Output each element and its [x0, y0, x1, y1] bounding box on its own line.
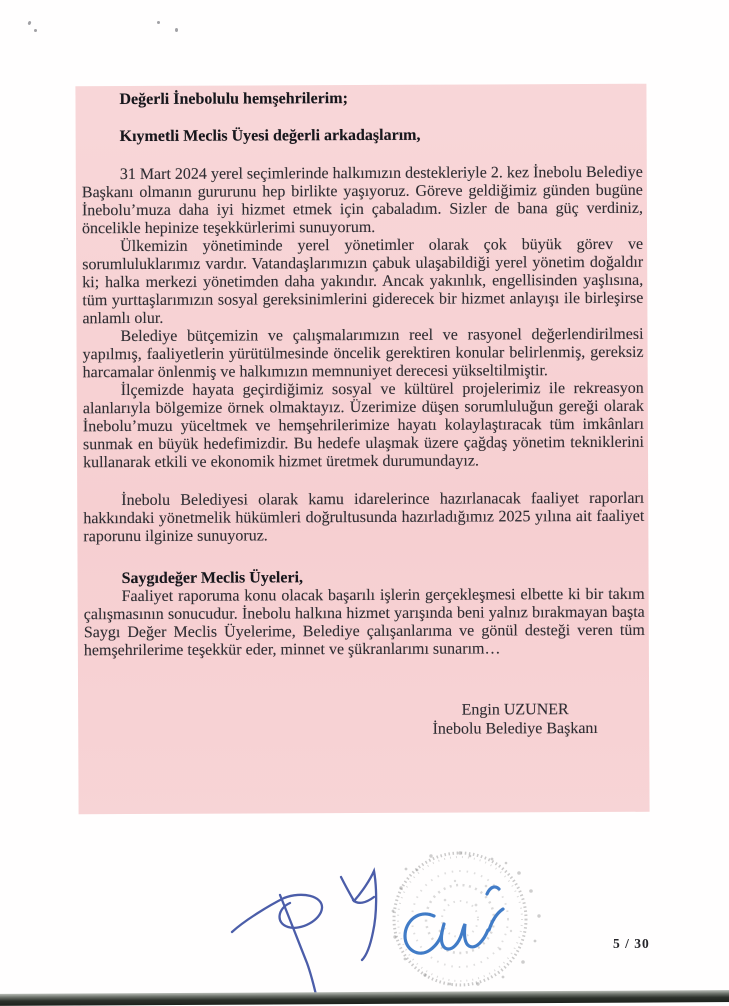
handwritten-signature	[232, 871, 376, 999]
greeting-line-2: Kıymetli Meclis Üyesi değerli arkadaşlarım,	[119, 126, 421, 146]
greeting-line-1: Değerli İnebolulu hemşehrilerim;	[119, 90, 348, 109]
letter-paragraph: Belediye bütçemizin ve çalışmalarımızın reel ve rasyonel değerlendirilmesi yapılmış, faaliyetlerin yürütülmesinde öncelik gerektiren konular belirlenmiş, gereksiz harcamalar önlenmiş ve halkımızın memnuniyet derecesi yükseltilmiştir.	[82, 325, 644, 382]
salutation-line: Saygıdeğer Meclis Üyeleri,	[121, 569, 304, 588]
stamp-signature	[405, 887, 503, 953]
scan-edge-artifact	[0, 990, 729, 1006]
signatory-name: Engin UZUNER	[461, 701, 569, 719]
closing-paragraph: Faaliyet raporuma konu olacak başarılı işlerin gerçekleşmesi elbette ki bir takım çalışmasının sonucudur. İnebolu halkına hizmet yarışında beni yalnız bırakmayan başta Saygı Değer Meclis Üyelerime, Belediye çalışanlarıma ve gönül desteği veren tüm hemşehrilerime teşekkür eder, minnet ve şükranlarımı sunarım…	[83, 585, 645, 660]
letter-paragraph: Ülkemizin yönetiminde yerel yönetimler olarak çok büyük görev ve sorumluluklarımız vardır. Vatandaşlarımızın çabuk ulaşabildiği yerel yönetim doğaldır ki; halka merkezi yönetimden daha yakındır. Ancak yakınlık, engellisinden yaşlısına, tüm yurttaşlarımızın sosyal gereksinimlerini giderecek bir hizmet anlayışı ile birleşirse anlamlı olur.	[82, 235, 644, 328]
signatory-title: İnebolu Belediye Başkanı	[432, 719, 598, 738]
letter-paragraph: İnebolu Belediyesi olarak kamu idarelerince hazırlanacak faaliyet raporları hakkındaki yönetmelik hükümleri doğrultusunda hazırladığımız 2025 yılına ait faaliyet raporunu ilginize sunuyoruz.	[83, 489, 645, 546]
letter-paragraph: 31 Mart 2024 yerel seçimlerinde halkımızın destekleriyle 2. kez İnebolu Belediye Başkanı olmanın gururunu hep birlikte yaşıyoruz. Göreve geldiğimiz günden bugüne İnebolu’muza daha iyi hizmet etmek için çabaladım. Sizler de bana güç verdiniz, öncelikle hepinize teşekkürlerimi sunuyorum.	[81, 163, 643, 238]
page-number: 5 / 30	[613, 936, 650, 951]
letter-paragraph: İlçemizde hayata geçirdiğimiz sosyal ve kültürel projelerimiz ile rekreasyon alanlarıyla bölgemize örnek olmaktayız. Üzerimize düşen sorumluluğun gereği olarak İnebolu’muzu yüceltmek ve hemşehrilerimize hayatı kolaylaştıracak tüm imkânları sunmak en büyük hedefimizdir. Bu hedefe ulaşmak üzere çağdaş yönetim tekniklerini kullanarak etkili ve ekonomik hizmet üretmek durumundayız.	[82, 379, 645, 472]
